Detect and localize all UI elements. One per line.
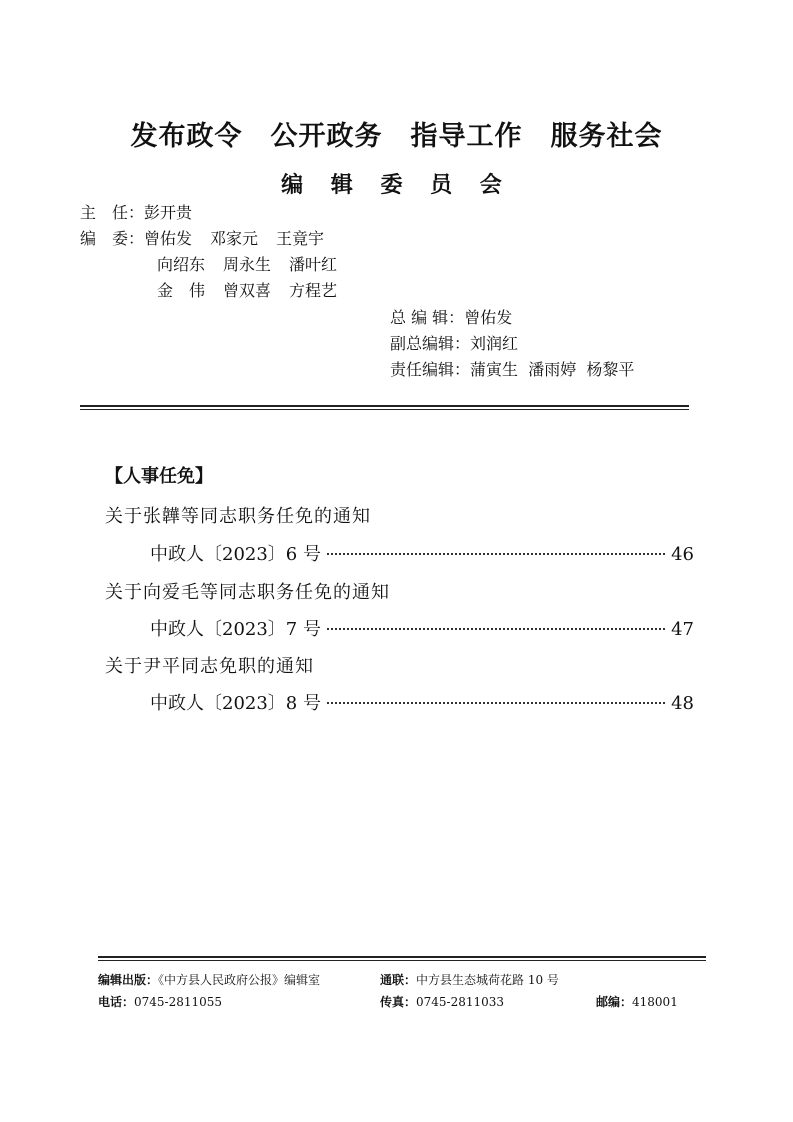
member-name: 金 伟 [157, 281, 206, 300]
fax-value: 0745-2811033 [416, 995, 505, 1009]
publisher-value: 《中方县人民政府公报》编辑室 [158, 973, 321, 987]
address-label: 通联： [380, 973, 417, 987]
toc-entry-title[interactable]: 关于向爱毛等同志职务任免的通知 [105, 582, 390, 603]
footer-publisher [98, 971, 320, 988]
motto-item: 公开政务 [270, 121, 383, 152]
chief-editor-line [390, 305, 512, 331]
members-label: 编 委： [80, 229, 145, 248]
member-name: 曾佑发 [144, 229, 193, 248]
toc-entry-title[interactable]: 关于尹平同志免职的通知 [105, 656, 314, 677]
masthead-motto [0, 114, 793, 153]
footer-phone [98, 993, 222, 1010]
members-line [157, 252, 355, 278]
toc-entry-title[interactable]: 关于张韡等同志职务任免的通知 [105, 506, 371, 527]
director-label: 主 任： [80, 203, 145, 222]
motto-item: 指导工作 [410, 121, 523, 152]
deputy-editor-line [390, 331, 518, 357]
toc-doc-number: 中政人〔2023〕7 号 [150, 619, 321, 640]
editorial-board-title: 编 辑 委 员 会 [281, 172, 512, 198]
member-name: 王竟宇 [276, 229, 325, 248]
motto-item: 发布政令 [130, 121, 243, 152]
members-line [80, 226, 342, 252]
toc-entry-line[interactable] [150, 615, 694, 641]
toc-doc-number: 中政人〔2023〕6 号 [150, 544, 321, 565]
member-name: 曾双喜 [223, 281, 272, 300]
toc-leader-dots [327, 702, 665, 704]
toc-page-number: 46 [671, 544, 694, 565]
address-value: 中方县生态城荷花路 10 号 [416, 973, 559, 987]
director-line [80, 200, 192, 226]
publisher-label: 编辑出版： [98, 973, 159, 987]
deputy-editor-name: 刘润红 [470, 334, 519, 353]
toc-leader-dots [327, 553, 665, 555]
toc-entry-line[interactable] [150, 689, 694, 715]
toc-entry-line[interactable] [150, 540, 694, 566]
phone-value: 0745-2811055 [134, 995, 223, 1009]
postcode-label: 邮编： [596, 995, 633, 1009]
postcode-value: 418001 [632, 995, 678, 1009]
member-name: 方程艺 [289, 281, 338, 300]
header-divider [80, 409, 689, 410]
member-name: 潘叶红 [289, 255, 338, 274]
chief-editor-name: 曾佑发 [464, 308, 513, 327]
footer-divider [98, 956, 706, 958]
phone-label: 电话： [98, 995, 135, 1009]
toc-section-heading: 【人事任免】 [105, 466, 213, 487]
toc-page-number: 47 [671, 619, 694, 640]
motto-item: 服务社会 [550, 121, 663, 152]
responsible-editors-label: 责任编辑： [390, 360, 471, 379]
footer-divider [98, 960, 706, 961]
member-name: 邓家元 [210, 229, 259, 248]
toc-leader-dots [327, 628, 665, 630]
toc-doc-number: 中政人〔2023〕8 号 [150, 693, 321, 714]
footer-address [380, 971, 559, 988]
member-name: 周永生 [223, 255, 272, 274]
chief-editor-label: 总 编 辑： [390, 308, 465, 327]
toc-page-number: 48 [671, 693, 694, 714]
member-name: 向绍东 [157, 255, 206, 274]
director-name: 彭开贵 [144, 203, 193, 222]
footer-postcode [596, 993, 678, 1010]
header-divider [80, 405, 689, 407]
deputy-editor-label: 副总编辑： [390, 334, 471, 353]
fax-label: 传真： [380, 995, 417, 1009]
responsible-editors-names: 蒲寅生 潘雨婷 杨黎平 [470, 360, 635, 379]
footer-fax [380, 993, 504, 1010]
responsible-editors-line [390, 357, 634, 383]
members-line [157, 278, 355, 304]
